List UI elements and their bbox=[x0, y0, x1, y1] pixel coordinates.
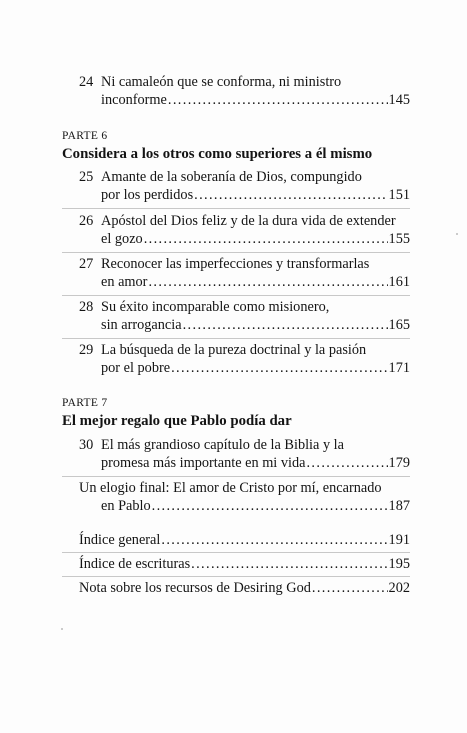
part-title: Considera a los otros como superiores a él mismo bbox=[62, 146, 373, 162]
leader-dots bbox=[144, 230, 388, 248]
chapter-title-line2 bbox=[101, 230, 410, 248]
chapter-number: 26 bbox=[79, 213, 94, 229]
part-title: El mejor regalo que Pablo podía dar bbox=[62, 413, 292, 429]
leader-dots bbox=[152, 497, 388, 515]
chapter-number: 24 bbox=[79, 74, 94, 90]
leader-dots bbox=[171, 359, 387, 377]
page-number: 195 bbox=[388, 556, 410, 572]
chapter-title-line2 bbox=[101, 91, 410, 109]
toc-entry-indice-escrituras bbox=[79, 555, 410, 573]
chapter-title-line2 bbox=[101, 454, 410, 472]
chapter-title-text: en Pablo bbox=[101, 498, 151, 514]
chapter-number: 30 bbox=[79, 437, 94, 453]
page-number: 165 bbox=[388, 317, 410, 333]
chapter-title-line1: Amante de la soberanía de Dios, compungido bbox=[101, 169, 362, 185]
entry-title: Índice de escrituras bbox=[79, 556, 191, 572]
toc-entry-indice-general bbox=[79, 531, 410, 549]
leader-dots bbox=[306, 454, 387, 472]
chapter-title-text: por el pobre bbox=[101, 360, 171, 376]
part-label: PARTE 6 bbox=[62, 130, 108, 142]
leader-dots bbox=[161, 531, 387, 549]
page-number: 171 bbox=[388, 360, 410, 376]
page-number: 202 bbox=[388, 580, 410, 596]
chapter-title-line2 bbox=[101, 316, 410, 334]
chapter-title-text: en amor bbox=[101, 274, 148, 290]
chapter-title-line2 bbox=[101, 186, 410, 204]
chapter-title-line2 bbox=[101, 273, 410, 291]
chapter-title-text: promesa más importante en mi vida bbox=[101, 455, 306, 471]
chapter-title-line2 bbox=[101, 497, 410, 515]
page-number: 151 bbox=[388, 187, 410, 203]
entry-divider bbox=[62, 338, 410, 339]
entry-divider bbox=[62, 476, 410, 477]
chapter-title-line1: Su éxito incomparable como misionero, bbox=[101, 299, 330, 315]
leader-dots bbox=[168, 91, 388, 109]
leader-dots bbox=[183, 316, 388, 334]
page-number: 191 bbox=[388, 532, 410, 548]
entry-divider bbox=[62, 252, 410, 253]
leader-dots bbox=[191, 555, 387, 573]
part-label: PARTE 7 bbox=[62, 397, 108, 409]
chapter-number: 28 bbox=[79, 299, 94, 315]
chapter-title-text: inconforme bbox=[101, 92, 167, 108]
chapter-title-line1: Apóstol del Dios feliz y de la dura vida de extender bbox=[101, 213, 396, 229]
page-number: 179 bbox=[388, 455, 410, 471]
chapter-title-line1: Reconocer las imperfecciones y transformarlas bbox=[101, 256, 370, 272]
chapter-number: 29 bbox=[79, 342, 94, 358]
entry-title: Nota sobre los recursos de Desiring God bbox=[79, 580, 311, 596]
page-number: 161 bbox=[388, 274, 410, 290]
chapter-title-text: por los perdidos bbox=[101, 187, 194, 203]
chapter-title-line1: Ni camaleón que se conforma, ni ministro bbox=[101, 74, 342, 90]
scan-speck bbox=[61, 628, 63, 630]
page-number: 145 bbox=[388, 92, 410, 108]
leader-dots bbox=[194, 186, 387, 204]
toc-entry-nota-recursos bbox=[79, 579, 410, 597]
chapter-title-line1: Un elogio final: El amor de Cristo por mí, encarnado bbox=[79, 480, 382, 496]
entry-divider bbox=[62, 552, 410, 553]
chapter-title-line2 bbox=[101, 359, 410, 377]
leader-dots bbox=[148, 273, 387, 291]
chapter-title-line1: La búsqueda de la pureza doctrinal y la pasión bbox=[101, 342, 367, 358]
entry-title: Índice general bbox=[79, 532, 161, 548]
chapter-number: 25 bbox=[79, 169, 94, 185]
entry-divider bbox=[62, 208, 410, 209]
entry-divider bbox=[62, 576, 410, 577]
entry-divider bbox=[62, 295, 410, 296]
chapter-number: 27 bbox=[79, 256, 94, 272]
chapter-title-text: sin arrogancia bbox=[101, 317, 182, 333]
chapter-title-line1: El más grandioso capítulo de la Biblia y la bbox=[101, 437, 344, 453]
page-number: 155 bbox=[388, 231, 410, 247]
chapter-title-text: el gozo bbox=[101, 231, 143, 247]
leader-dots bbox=[312, 579, 388, 597]
scan-speck bbox=[456, 233, 458, 235]
page-number: 187 bbox=[388, 498, 410, 514]
